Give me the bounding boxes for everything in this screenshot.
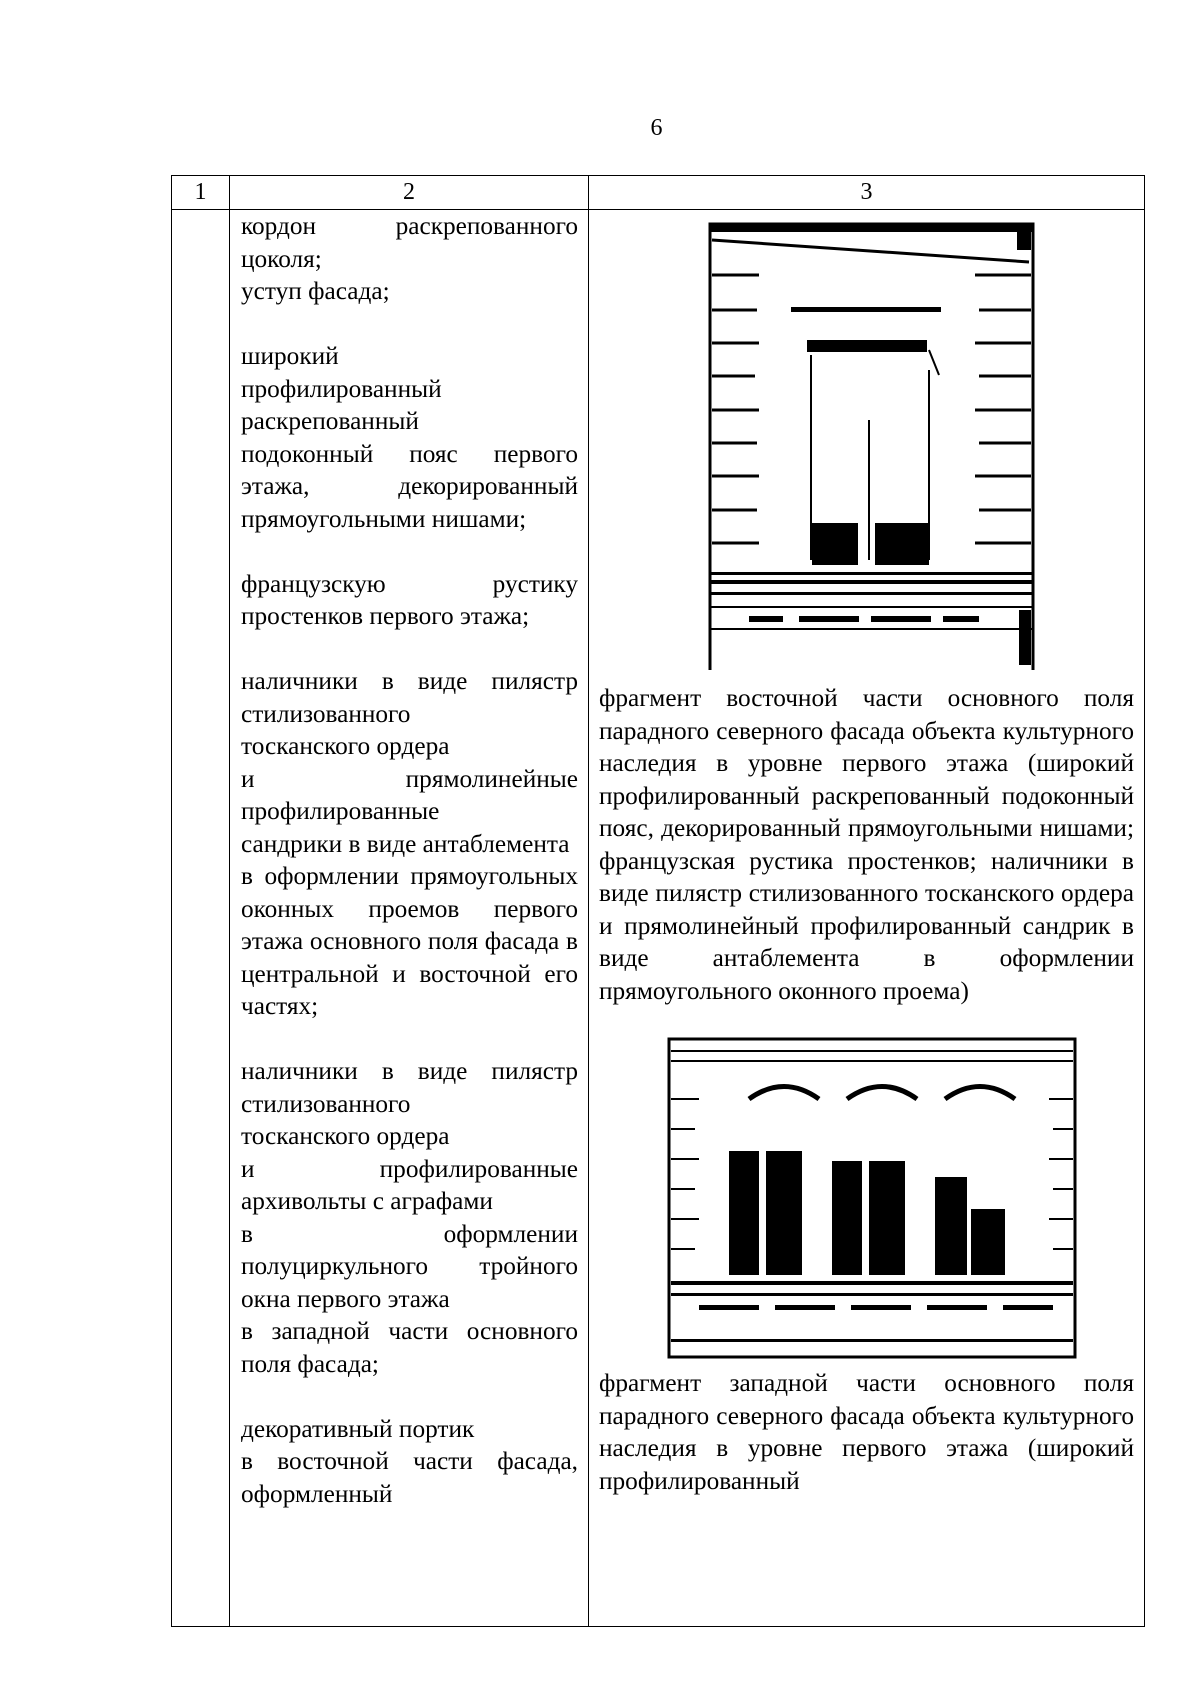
photo-caption-2: фрагмент западной части основного поля парадного северного фасада объекта культурного наследия в уровне первого этажа (широкий профилированный [599, 1369, 1134, 1495]
header-col-2: 2 [230, 176, 589, 210]
feature-paragraph-3: французскую рустику простенков первого этажа; [241, 569, 578, 630]
cell-col-2 [230, 210, 589, 1627]
cell-col-1 [172, 210, 230, 1627]
header-col-3: 3 [589, 176, 1145, 210]
feature-paragraph-6: декоративный портик в восточной части фасада, оформленный [241, 1414, 578, 1508]
table-header-row [172, 176, 1145, 210]
feature-paragraph-2: широкий профилированный раскрепованный подоконный пояс первого этажа, декорированный прямоугольными нишами; [241, 342, 578, 533]
feature-paragraph-1: кордон раскрепованного цоколя; уступ фасада; [241, 212, 578, 305]
page-number: 6 [650, 115, 663, 141]
table-row [172, 210, 1145, 1627]
photo-caption-1: фрагмент восточной части основного поля парадного северного фасада объекта культурного наследия в уровне первого этажа (широкий профилированный раскрепованный подоконный пояс, декорированный прямоугольными нишами; французская рустика простенков; наличники в виде пилястр стилизованного тосканского ордера и прямолинейный профилированный сандрик в виде антаблемента в оформлении прямоугольного оконного проема) [599, 684, 1134, 1005]
facade-west-photo [599, 1009, 1135, 1359]
facade-east-photo [599, 210, 1135, 670]
feature-paragraph-4: наличники в виде пилястр стилизованного тосканского ордера и прямолинейные профилированные сандрики в виде антаблемента в оформлении прямоугольных оконных проемов первого этажа основного поля фасада в центральной и восточной его частях; [241, 667, 578, 1020]
cell-col-3 [589, 210, 1145, 1627]
monument-subject-table [171, 175, 1145, 1627]
header-col-1: 1 [172, 176, 230, 210]
feature-paragraph-5: наличники в виде пилястр стилизованного тосканского ордера и профилированные архивольты с аграфами в оформлении полуциркульного тройного окна первого этажа в западной части основного поля фасада; [241, 1057, 578, 1378]
